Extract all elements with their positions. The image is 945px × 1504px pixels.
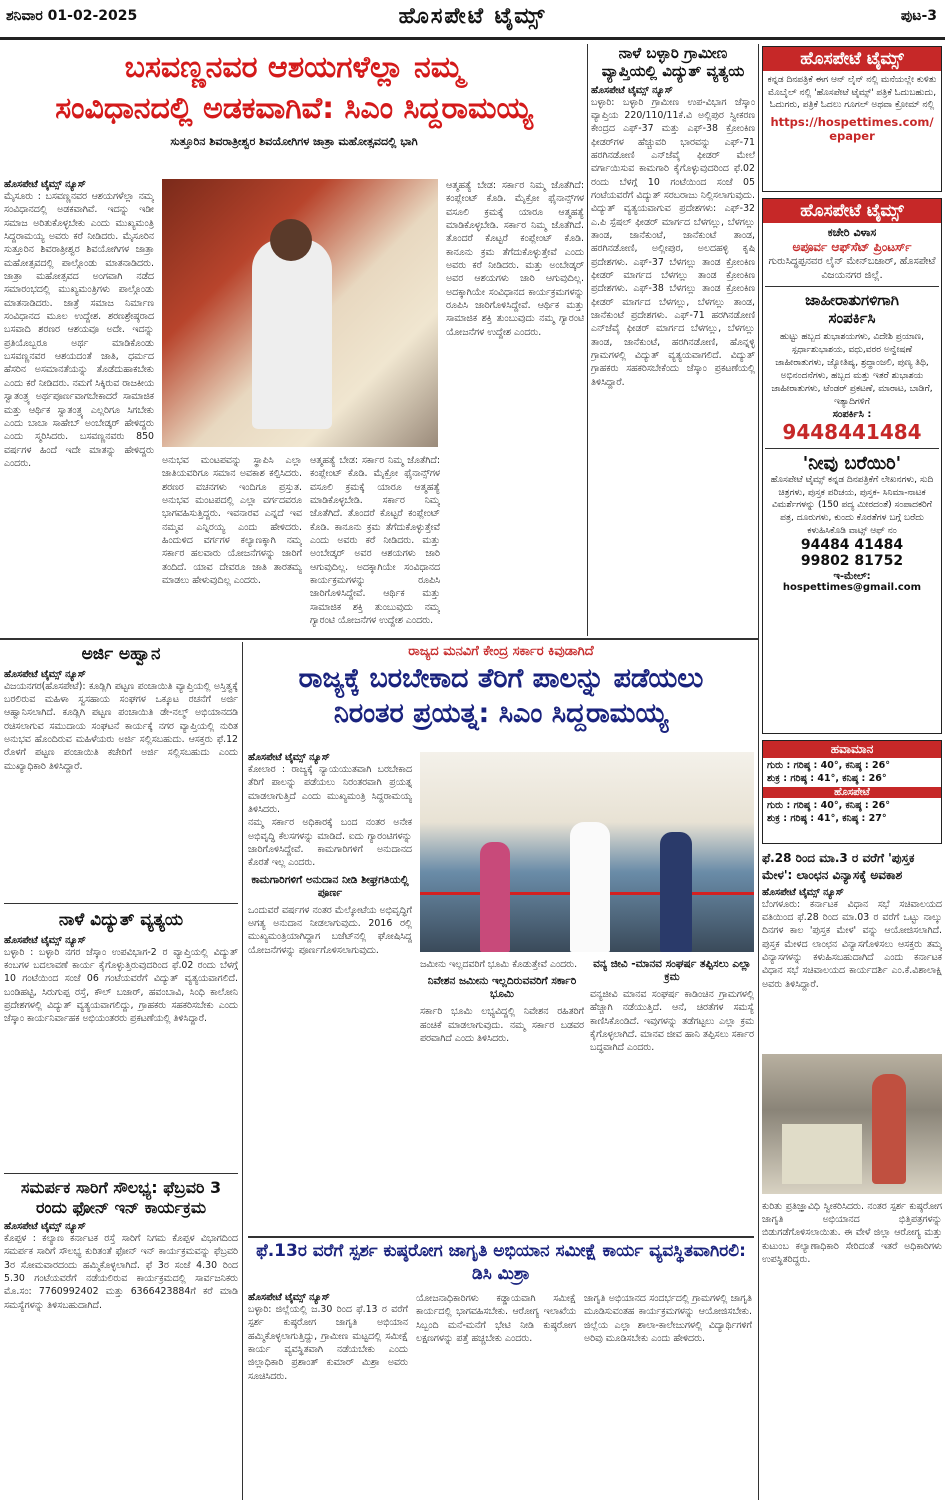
center-text-5: ಒಂದುವರೆ ವರ್ಷಗಳ ನಂತರ ಮೆಲ್ಕೋಟೆಯ ಅಭಿವೃದ್ಧಿಗೆ ಅಗತ್ಯ ಅನುದಾನ ನೀಡಲಾಗುವುದು. 2016 ರಲ್ಲಿ ಮುಖ್ಯಮಂತ್ರಿಯಾಗಿದ್ದಾಗ ಬಜೆಟ್‌ನಲ್ಲಿ ಘೋಷಿಸಿದ್ದ ಯೋಜನೆಗಳನ್ನು ಪೂರ್ಣಗೊಳಿಸಲಾಗುವುದು. [248,904,412,956]
leprosy-story [248,1240,754,1500]
lead-column-1 [4,179,154,634]
press-name: ಅಪೂರ್ವ ಆಫ್‌ಸೆಟ್ ಪ್ರಿಂಟರ್ಸ್ [792,240,912,254]
city-power-headline: ನಾಳೆ ವಿದ್ಯುತ್ ವ್ಯತ್ಯಯ [58,910,184,930]
divider [4,1173,238,1174]
center-text-6: ಸರ್ಕಾರಿ ಭೂಮಿ ಲಭ್ಯವಿದ್ದಲ್ಲಿ ನಿವೇಶನ ರಹಿತರಿಗೆ ಹಂಚಿಕೆ ಮಾಡಲಾಗುವುದು. ನಮ್ಮ ಸರ್ಕಾರ ಬಡವರ ಪರವಾಗಿದೆ ಎಂದು ತಿಳಿಸಿದರು. [420,1006,584,1045]
column-divider [587,44,588,636]
ads-phone[interactable]: 9448441484 [782,420,922,445]
leprosy-text-3: ಜಾಗೃತಿ ಅಭಿಯಾನದ ಸಂದರ್ಭದಲ್ಲಿ ಗ್ರಾಮಗಳಲ್ಲಿ ಜಾಗೃತಿ ಮೂಡಿಸುವಂತಹ ಕಾರ್ಯಕ್ರಮಗಳನ್ನು ಆಯೋಜಿಸಬೇಕು. ಜಿಲ್ಲೆಯ ಎಲ್ಲಾ ಶಾಲಾ-ಕಾಲೇಜುಗಳಲ್ಲಿ ವಿದ್ಯಾರ್ಥಿಗಳಿಗೆ ಅರಿವು ಮೂಡಿಸಬೇಕು ಎಂದು ಹೇಳಿದರು. [584,1293,752,1345]
village-power-story [591,44,755,636]
lead-text-4: ಆತ್ಮಹತ್ಯೆ ಬೇಡ: ಸರ್ಕಾರ ನಿಮ್ಮ ಜೊತೆಗಿದೆ: ಕಂಪ್ಲೇಂಟ್ ಕೊಡಿ. ಮೈಕ್ರೋ ಫೈನಾನ್ಸ್‌ಗಳ ವಸೂಲಿ ಕ್ರಮಕ್ಕೆ ಯಾರೂ ಆತ್ಮಹತ್ಯೆ ಮಾಡಿಕೊಳ್ಳಬೇಡಿ. ಸರ್ಕಾರ ನಿಮ್ಮ ಜೊತೆಗಿದೆ. ತೊಂದರೆ ಕೊಟ್ಟರೆ ಕಂಪ್ಲೇಂಟ್ ಕೊಡಿ. ಕಾನೂನು ಕ್ರಮ ತೆಗೆದುಕೊಳ್ಳುತ್ತೇವೆ ಎಂದು ಅವರು ಕರೆ ನೀಡಿದರು. ಮತ್ತು ಅಂಬೇಡ್ಕರ್ ಅವರ ಆಶಯಗಳು ಜಾರಿ ಆಗುವುದಿಲ್ಲ. ಅದಕ್ಕಾಗಿಯೇ ಸಂವಿಧಾನದ ಕಾರ್ಯಕ್ರಮಗಳನ್ನು ರೂಪಿಸಿ ಜಾರಿಗೊಳಿಸಿದ್ದೇವೆ. ಆರ್ಥಿಕ ಮತ್ತು ಸಾಮಾಜಿಕ ಶಕ್ತಿ ತುಂಬುವುದು ನಮ್ಮ ಗ್ಯಾರಂಟಿ ಯೋಜನೆಗಳ ಉದ್ದೇಶ ಎಂದರು. [446,180,584,338]
lead-column-4 [446,179,584,634]
village-power-text: ಬಳ್ಳಾರಿ: ಬಳ್ಳಾರಿ ಗ್ರಾಮೀಣ ಉಪ-ವಿಭಾಗ ಜೆಸ್ಕಾಂ ವ್ಯಾಪ್ತಿಯ 220/110/11ಕೆ.ವಿ ಅಲ್ಲಿಪುರ ಸ್ವೀಕರಣ ಕೇಂದ್ರದ ಎಫ್-37 ಮತ್ತು ಎಫ್-38 ಕ್ರೋಂಕಿಣ ಫೀಡರ್‌ಗಳ ಹೆಚ್ಚುವರಿ ಭಾರವನ್ನು ಎಫ್-71 ಹರಗಿನಡೋಣಿ ಎನ್‌ಜೆವೈ ಫೀಡರ್ ಮೇಲೆ ವರ್ಗಾಯಿಸುವ ಕಾಮಗಾರಿ ಕೈಗೊಳ್ಳುವುದರಿಂದ ಫೆ.02 ರಂದು ಬೆಳಗ್ಗೆ 10 ಗಂಟೆಯಿಂದ ಸಂಜೆ 05 ಗಂಟೆಯವರೆಗೆ ವಿದ್ಯುತ್ ಸರಬರಾಜು ನಿಲ್ಲಿಸಲಾಗುವುದು. ವಿದ್ಯುತ್ ವ್ಯತ್ಯಯವಾಗುವ ಪ್ರದೇಶಗಳು: ಎಫ್-32 ಎ.ಪಿ ಸ್ಪೆಷಲ್ ಫೀಡರ್ ಮಾರ್ಗದ ಬೆಳಗಲ್ಲು, ಬೆಳಗಲ್ಲು ತಾಂಡ, ಜಾನೆಕುಂಟೆ, ಜಾನೆಕುಂಟೆ ತಾಂಡ, ಹರಗಿನಡೋಣಿ, ಅಲ್ಲೀಪುರ, ಅಲದಹಳ್ಳಿ ಕೃಷಿ ಪ್ರದೇಶಗಳು. ಎಫ್-37 ಬೆಳಗಲ್ಲು ತಾಂಡ ಕ್ರೋಂಕಿಣ ಫೀಡರ್ ಮಾರ್ಗದ ಬೆಳಗಲ್ಲು ತಾಂಡ ಕ್ರೋಂಕಿಣ ಪ್ರದೇಶಗಳು. ಎಫ್-38 ಬೆಳಗಲ್ಲು ತಾಂಡ ಕ್ರೋಂಕಿಣ ಫೀಡರ್ ಮಾರ್ಗದ ಬೆಳಗಲ್ಲು, ಬೆಳಗಲ್ಲು ತಾಂಡ, ಜಾನೆಕುಂಟೆ ಪ್ರದೇಶಗಳು. ಎಫ್-71 ಹರಗಿನಡೋಣಿ ಎನ್‌ಜೆವೈ ಫೀಡರ್ ಮಾರ್ಗದ ಬೆಳಗಲ್ಲು, ಬೆಳಗಲ್ಲು ತಾಂಡ, ಜಾನೆಕುಂಟೆ, ಹರಗಿನಡೋಣಿ, ಹೊನ್ನಳ್ಳಿ ಗ್ರಾಮಗಳಲ್ಲಿ ವಿದ್ಯುತ್ ವ್ಯತ್ಯಯವಾಗಲಿದೆ. ವಿದ್ಯುತ್ ಗ್ರಾಹಕರು ಸಹಕರಿಸಬೇಕೆಂದು ಜೆಸ್ಕಾಂ ಪ್ರಕಟಣೆಯಲ್ಲಿ ತಿಳಿಸಿದ್ದಾರೆ. [591,96,755,388]
center-column-2 [420,958,584,1234]
city-power-text: ಬಳ್ಳಾರಿ : ಬಳ್ಳಾರಿ ನಗರ ಜೆಸ್ಕಾಂ ಉಪವಿಭಾಗ-2 ರ ವ್ಯಾಪ್ತಿಯಲ್ಲಿ ವಿದ್ಯುತ್ ಕಂಬಗಳ ಬದಲಾವಣೆ ಕಾರ್ಯ ಕೈಗೊಳ್ಳುತ್ತಿರುವುದರಿಂದ ಫೆ.02 ರಂದು ಬೆಳಗ್ಗೆ 10 ಗಂಟೆಯಿಂದ ಸಂಜೆ 06 ಗಂಟೆಯವರೆಗೆ ವಿದ್ಯುತ್ ವ್ಯತ್ಯಯವಾಗಲಿದೆ. ಬಂಡಿಹಟ್ಟಿ, ಸಿರುಗುಪ್ಪ ರಸ್ತೆ, ಕೌಲ್ ಬಜಾರ್, ಹವಂಬಾವಿ, ಸಿಂಧಿ ಕಾಲೋನಿ ಪ್ರದೇಶಗಳಲ್ಲಿ ವಿದ್ಯುತ್ ವ್ಯತ್ಯಯವಾಗಲಿದ್ದು, ಗ್ರಾಹಕರು ಸಹಕರಿಸಬೇಕು ಎಂದು ಜೆಸ್ಕಾಂ ಕಾರ್ಯನಿರ್ವಾಹಕ ಅಭಿಯಂತರರು ಪ್ರಕಟಣೆಯಲ್ಲಿ ತಿಳಿಸಿದ್ದಾರೆ. [4,946,238,1025]
city-power-story [4,910,238,1170]
transport-story [4,1178,238,1500]
city-power-credit: ಹೊಸಪೇಟೆ ಟೈಮ್ಸ್ ನ್ಯೂಸ್ [4,934,86,946]
lead-text-1: ಮೈಸೂರು : ಬಸವಣ್ಣನವರ ಆಶಯಗಳೆಲ್ಲಾ ನಮ್ಮ ಸಂವಿಧಾನದಲ್ಲಿ ಅಡಕವಾಗಿವೆ. ಇದನ್ನು ಇಡೀ ಸಮಾಜ ಅರಿತುಕೊಳ್ಳಬೇಕು ಎಂದು ಮುಖ್ಯಮಂತ್ರಿ ಸಿದ್ದರಾಮಯ್ಯ ಅವರು ಕರೆ ನೀಡಿದರು. ಮೈಸೂರಿನ ಸುತ್ತೂರಿನ ಶಿವರಾತ್ರೀಶ್ವರ ಶಿವಯೋಗಿಗಳ ಜಾತ್ರಾ ಮಹೋತ್ಸವದಲ್ಲಿ ಪಾಲ್ಗೊಂಡು ಮಾತನಾಡಿದರು. ಜಾತ್ರಾ ಮಹೋತ್ಸವದ ಅಂಗವಾಗಿ ನಡೆದ ಸಮಾರಂಭದಲ್ಲಿ ಮುಖ್ಯಮಂತ್ರಿಗಳು ಪಾಲ್ಗೊಂಡು ಮಾತನಾಡಿದರು. ಜಾತ್ರೆ ಸಮಾಜ ನಿರ್ಮಾಣ ಸಂವಿಧಾನದ ಮೂಲ ಉದ್ದೇಶ. ಶರಣಶ್ರೇಷ್ಠರಾದ ಬಸವಾದಿ ಶರಣರ ಆಶಯವೂ ಅದೇ. ಇದನ್ನು ಪ್ರತಿಯೊಬ್ಬರೂ ಅರ್ಥ ಮಾಡಿಕೊಂಡು ಬಸವಣ್ಣನವರ ಆಶಯದಂತೆ ಜಾತಿ, ಧರ್ಮದ ಹೆಸರಿನ ಅಸಮಾನತೆಯನ್ನು ತೊಡೆದುಹಾಕಬೇಕು ಎಂದು ಕರೆ ನೀಡಿದರು. ನಮಗೆ ಸಿಕ್ಕಿರುವ ರಾಜಕೀಯ ಸ್ವಾತಂತ್ರ್ಯ ಅರ್ಥಪೂರ್ಣವಾಗಬೇಕಾದರೆ ಸಾಮಾಜಿಕ ಮತ್ತು ಆರ್ಥಿಕ ಸ್ವಾತಂತ್ರ್ಯ ಎಲ್ಲರಿಗೂ ಸಿಗಬೇಕು ಎಂದು ಬಾಬಾ ಸಾಹೇಬ್ ಅಂಬೇಡ್ಕರ್ ಹೇಳಿದ್ದರು ಎಂದು ಸ್ಮರಿಸಿದರು. ಬಸವಣ್ಣನವರು 850 ವರ್ಷಗಳ ಹಿಂದೆ ಇದೇ ಮಾತನ್ನು ಹೇಳಿದ್ದರು ಎಂದರು. [4,191,154,469]
lead-headline-line1: ಬಸವಣ್ಣನವರ ಆಶಯಗಳೆಲ್ಲಾ ನಮ್ಮ [124,50,464,85]
lead-subheadline: ಸುತ್ತೂರಿನ ಶಿವರಾತ್ರೀಶ್ವರ ಶಿವಯೋಗಿಗಳ ಜಾತ್ರಾ ಮಹೋತ್ಸವದಲ್ಲಿ ಭಾಗಿ [170,135,418,149]
weather-title: ಹವಾಮಾನ [763,741,941,758]
leprosy-text-2: ಯೋಜನಾಧಿಕಾರಿಗಳು ಕಡ್ಡಾಯವಾಗಿ ಸಮೀಕ್ಷೆ ಕಾರ್ಯದಲ್ಲಿ ಭಾಗವಹಿಸಬೇಕು. ಆರೋಗ್ಯ ಇಲಾಖೆಯ ಸಿಬ್ಬಂದಿ ಮನೆ-ಮನೆಗೆ ಭೇಟಿ ನೀಡಿ ಕುಷ್ಠರೋಗ ಲಕ್ಷಣಗಳನ್ನು ಪತ್ತೆ ಹಚ್ಚಬೇಕು ಎಂದರು. [416,1293,576,1345]
ribbon-cutting-photo [420,752,754,952]
applications-story [4,644,238,900]
office-ad [762,198,942,734]
write-phone-1[interactable]: 94484 41484 [800,537,904,554]
lead-headline-line2: ಸಂವಿಧಾನದಲ್ಲಿ ಅಡಕವಾಗಿವೆ: ಸಿಎಂ ಸಿದ್ದರಾಮಯ್ಯ [55,90,533,126]
weather-row: ಗುರು : ಗರಿಷ್ಠ : 40°, ಕನಿಷ್ಠ : 26° [767,800,890,811]
weather-row: ಗುರು : ಗರಿಷ್ಠ : 40°, ಕನಿಷ್ಠ : 26° [767,760,890,771]
transport-credit: ಹೊಸಪೇಟೆ ಟೈಮ್ಸ್ ನ್ಯೂಸ್ [4,1221,86,1233]
write-title: 'ನೀವು ಬರೆಯಿರಿ' [802,453,902,475]
book-fair-photo [762,1054,942,1194]
lead-column-3a [310,454,440,634]
book-fair-credit: ಹೊಸಪೇಟೆ ಟೈಮ್ಸ್ ನ್ಯೂಸ್ [762,886,844,898]
village-power-credit: ಹೊಸಪೇಟೆ ಟೈಮ್ಸ್ ನ್ಯೂಸ್ [591,84,673,96]
transport-headline: ಸಮರ್ಪಕ ಸಾರಿಗೆ ಸೌಲಭ್ಯ: ಫೆಬ್ರವರಿ 3 ರಂದು ಫೋನ್ ಇನ್ ಕಾರ್ಯಕ್ರಮ [20,1178,222,1217]
leprosy-column-1 [248,1292,408,1500]
center-headline-line1: ರಾಜ್ಯಕ್ಕೆ ಬರಬೇಕಾದ ತೆರಿಗೆ ಪಾಲನ್ನು ಪಡೆಯಲು [298,663,704,694]
center-kicker: ರಾಜ್ಯದ ಮನವಿಗೆ ಕೇಂದ್ರ ಸರ್ಕಾರ ಕಿವುಡಾಗಿದೆ [408,644,594,659]
office-ad-title: ಹೊಸಪೇಟೆ ಟೈಮ್ಸ್ [763,199,941,223]
epaper-ad-title: ಹೊಸಪೇಟೆ ಟೈಮ್ಸ್ [763,47,941,71]
lead-story [4,44,584,636]
masthead: ಹೊಸಪೇಟೆ ಟೈಮ್ಸ್ [398,4,547,29]
center-headline-line2: ನಿರಂತರ ಪ್ರಯತ್ನ: ಸಿಎಂ ಸಿದ್ದರಾಮಯ್ಯ [333,697,669,729]
page-header [0,0,945,40]
center-credit: ಹೊಸಪೇಟೆ ಟೈಮ್ಸ್ ನ್ಯೂಸ್ [248,752,330,763]
weather-city: ಹೊಸಪೇಟೆ [763,787,941,798]
applications-text: ವಿಜಯನಗರ(ಹೊಸಪೇಟೆ): ಕೂಡ್ಲಿಗಿ ಪಟ್ಟಣ ಪಂಚಾಯಿತಿ ವ್ಯಾಪ್ತಿಯಲ್ಲಿ ಅಸ್ತಿತ್ವಕ್ಕೆ ಬರಲಿರುವ ಮಹಿಳಾ ಸ್ವಸಹಾಯ ಸಂಘಗಳ ಒಕ್ಕೂಟ ರಚನೆಗೆ ಅರ್ಜಿ ಆಹ್ವಾನಿಸಲಾಗಿದೆ. ಕೂಡ್ಲಿಗಿ ಪಟ್ಟಣ ಪಂಚಾಯಿತಿ ಡೇ-ನಲ್ಮ್ ಅಭಿಯಾನದಡಿ ರಚಿಸಲಾಗುವ ಸಮುದಾಯ ಸಂಘಟನೆ ಕಾರ್ಯಕ್ಕೆ ನಗರ ವ್ಯಾಪ್ತಿಯಲ್ಲಿ ನುರಿತ ಅನುಭವ ಹೊಂದಿರುವ ಮಹಿಳೆಯರು ಅರ್ಜಿ ಸಲ್ಲಿಸಬಹುದು. ಆಸಕ್ತರು ಫೆ.12 ರೊಳಗೆ ಪಟ್ಟಣ ಪಂಚಾಯಿತಿ ಕಚೇರಿಗೆ ಅರ್ಜಿ ಸಲ್ಲಿಸಬಹುದು ಎಂದು ಮುಖ್ಯಾಧಿಕಾರಿ ತಿಳಿಸಿದ್ದಾರೆ. [4,680,238,772]
lead-text-2: ಅನುಭವ ಮಂಟಪವನ್ನು ಸ್ಥಾಪಿಸಿ ಎಲ್ಲಾ ಜಾತಿಯವರಿಗೂ ಸಮಾನ ಅವಕಾಶ ಕಲ್ಪಿಸಿದರು. ಶರಣರ ವಚನಗಳು ಇಂದಿಗೂ ಪ್ರಸ್ತುತ. ಅನುಭವ ಮಂಟಪದಲ್ಲಿ ಎಲ್ಲಾ ವರ್ಗದವರೂ ಭಾಗವಹಿಸುತ್ತಿದ್ದರು. ಇವನಾರವ ಎನ್ನದೆ ಇವ ನಮ್ಮವ ಎನ್ನಿರಯ್ಯ ಎಂದು ಹೇಳಿದರು. ಹಿಂದುಳಿದ ವರ್ಗಗಳ ಕಲ್ಯಾಣಕ್ಕಾಗಿ ನಮ್ಮ ಸರ್ಕಾರ ಹಲವಾರು ಯೋಜನೆಗಳನ್ನು ಜಾರಿಗೆ ತಂದಿದೆ. ಯಾವ ದೇವರೂ ಜಾತಿ ತಾರತಮ್ಯ ಮಾಡಲು ಹೇಳುವುದಿಲ್ಲ ಎಂದರು. [162,455,302,587]
email[interactable]: ಇ-ಮೇಲ್: hospettimes@gmail.com [782,571,922,594]
epaper-url[interactable]: https://hospettimes.com/ [770,114,934,129]
lead-column-2 [162,454,302,634]
issue-date: ಶನಿವಾರ 01-02-2025 [6,8,138,24]
column-divider [758,44,759,1500]
center-text-3: ವನ್ಯಜೀವಿ ಮಾನವ ಸಂಘರ್ಷ ಕಾಡಿಂಚಿನ ಗ್ರಾಮಗಳಲ್ಲಿ ಹೆಚ್ಚಾಗಿ ನಡೆಯುತ್ತಿದೆ. ಆನೆ, ಚಿರತೆಗಳ ಸಮಸ್ಯೆ ಕಾಣಿಸಿಕೊಂಡಿದೆ. ಇವುಗಳನ್ನು ತಡೆಗಟ್ಟಲು ಎಲ್ಲಾ ಕ್ರಮ ಕೈಗೊಳ್ಳಲಾಗಿದೆ. ಮಾನವ ಜೀವ ಹಾನಿ ತಪ್ಪಿಸಲು ಸರ್ಕಾರ ಬದ್ಧವಾಗಿದೆ ಎಂದರು. [590,989,754,1054]
section-divider [0,638,758,640]
leprosy-text-continued: ಕುರಿತು ಪ್ರತಿಜ್ಞಾವಿಧಿ ಸ್ವೀಕರಿಸಿದರು. ನಂತರ ಸ್ಪರ್ಶ ಕುಷ್ಠರೋಗ ಜಾಗೃತಿ ಅಭಿಯಾನದ ಭಿತ್ತಿಪತ್ರಗಳನ್ನು ಬಿಡುಗಡೆಗೊಳಿಸಲಾಯಿತು. ಈ ವೇಳೆ ಜಿಲ್ಲಾ ಆರೋಗ್ಯ ಮತ್ತು ಕುಟುಂಬ ಕಲ್ಯಾಣಾಧಿಕಾರಿ ಸೇರಿದಂತೆ ಇತರೆ ಅಧಿಕಾರಿಗಳು ಉಪಸ್ಥಿತರಿದ್ದರು. [762,1200,942,1265]
office-label: ಕಚೇರಿ ವಿಳಾಸ [827,226,877,239]
book-fair-headline: ಫೆ.28 ರಿಂದ ಮಾ.3 ರ ವರೆಗೆ 'ಪುಸ್ತಕ ಮೇಳ': ಲಾಂಛನ ವಿನ್ಯಾಸಕ್ಕೆ ಅವಕಾಶ [762,851,915,882]
write-phone-2[interactable]: 99802 81752 [800,553,904,570]
cm-speech-photo [162,179,438,447]
column-divider [242,642,243,1500]
ads-contact-label: ಸಂಪರ್ಕಿಸಿ : [832,409,872,421]
book-fair-text: ಬೆಂಗಳೂರು: ಕರ್ನಾಟಕ ವಿಧಾನ ಸಭೆ ಸಚಿವಾಲಯದ ವತಿಯಿಂದ ಫೆ.28 ರಿಂದ ಮಾ.03 ರ ವರೆಗೆ ಒಟ್ಟು ನಾಲ್ಕು ದಿನಗಳ ಕಾಲ 'ಪುಸ್ತಕ ಮೇಳ' ವನ್ನು ಆಯೋಜಿಸಲಾಗಿದೆ. ಪುಸ್ತಕ ಮೇಳದ ಲಾಂಛನ ವಿನ್ಯಾಸಗೊಳಿಸಲು ಆಸಕ್ತರು ತಮ್ಮ ವಿನ್ಯಾಸಗಳನ್ನು ಕಳುಹಿಸಬಹುದಾಗಿದೆ ಎಂದು ಕರ್ನಾಟಕ ವಿಧಾನ ಸಭೆ ಸಚಿವಾಲಯದ ಕಾರ್ಯದರ್ಶಿ ಎಂ.ಕೆ.ವಿಶಾಲಾಕ್ಷಿ ಅವರು ತಿಳಿಸಿದ್ದಾರೆ. [762,898,942,990]
epaper-ad-text: ಕನ್ನಡ ದಿನಪತ್ರಿಕೆ ಈಗ ಆನ್ ಲೈನ್ ನಲ್ಲಿ ಮನೆಯಲ್ಲೇ ಕುಳಿತು ಮೊಬೈಲ್ ನಲ್ಲಿ 'ಹೊಸಪೇಟೆ ಟೈಮ್ಸ್' ಪತ್ರಿಕೆ ಓದುಬಹುದು, ಓದುಗರು, ಪತ್ರಿಕೆ ಓದಲು ಗೂಗಲ್ ಅಥವಾ ಕ್ರೋಮ್ ನಲ್ಲಿ [767,75,937,111]
center-text-1: ಕೋಲಾರ : ರಾಜ್ಯಕ್ಕೆ ನ್ಯಾಯಯುತವಾಗಿ ಬರಬೇಕಾದ ತೆರಿಗೆ ಪಾಲನ್ನು ಪಡೆಯಲು ನಿರಂತರವಾಗಿ ಪ್ರಯತ್ನ ಮಾಡಲಾಗುತ್ತಿದೆ ಎಂದು ಮುಖ್ಯಮಂತ್ರಿ ಸಿದ್ದರಾಮಯ್ಯ ತಿಳಿಸಿದರು. [248,764,412,816]
center-text-2: ಜಮೀನು ಇಲ್ಲದವರಿಗೆ ಭೂಮಿ ಕೊಡುತ್ತೇವೆ ಎಂದರು. [420,959,578,970]
lead-credit: ಹೊಸಪೇಟೆ ಟೈಮ್ಸ್ ನ್ಯೂಸ್ [4,179,86,190]
epaper-url-path[interactable]: epaper [829,128,875,143]
write-text: ಹೊಸಪೇಟೆ ಟೈಮ್ಸ್ ಕನ್ನಡ ದಿನಪತ್ರಿಕೆಗೆ ಲೇಖನಗಳು, ಸುದಿ ಚಿತ್ರಗಳು, ಪುಸ್ತಕ ಪರಿಚಯ, ಪುಸ್ತಕ- ಸಿನಿಮಾ-ನಾಟಕ ವಿಮರ್ಶೆಗಳನ್ನು (150 ಪದ್ಯ ಮೀರದಂತೆ) ಸಂಪಾದಕರಿಗೆ ಪತ್ರ, ದೂರುಗಳು, ಕುಂದು ಕೊರತೆಗಳ ಬಗ್ಗೆ ಬರೆದು ಕಳುಹಿಸಿಕೊಡಿ ವಾಟ್ಸ್ ಆಫ್ ನಂ [770,475,934,536]
divider [4,903,238,904]
leprosy-headline: ಫೆ.13ರ ವರೆಗೆ ಸ್ಪರ್ಶ ಕುಷ್ಠರೋಗ ಜಾಗೃತಿ ಅಭಿಯಾನ ಸಮೀಕ್ಷೆ ಕಾರ್ಯ ವ್ಯವಸ್ಥಿತವಾಗಿರಲಿ: ಡಿಸಿ ಮಿಶ್ರಾ [256,1241,746,1284]
page-number: ಪುಟ-3 [900,8,937,24]
center-column-1 [248,752,412,1232]
applications-headline: ಅರ್ಜಿ ಅಹ್ವಾನ [81,644,161,664]
ads-list: ಹುಟ್ಟು ಹಬ್ಬದ ಶುಭಾಶಯಗಳು, ವಿದೇಶಿ ಪ್ರಯಾಣ, ಸ್ಪರ್ಧಾಶುಭಾಶಯ, ವಧು,ವರರ ಅನ್ವೇಷಣೆ ಜಾಹೀರಾತುಗಳು, ಜ್ಯೋತಿಷ್ಯ, ಶ್ರದ್ಧಾಂಜಲಿ, ಪುಣ್ಯ ತಿಥಿ, ಅಭಿನಂದನೆಗಳು, ಹಬ್ಬದ ಮತ್ತು ಇತರೆ ಶುಭಾಶಯ ಜಾಹೀರಾತುಗಳು, ಟೆಂಡರ್ ಪ್ರಕಟಣೆ, ಮಾರಾಟ, ಬಾಡಿಗೆ, ಇತ್ಯಾದಿಗಳಿಗೆ [771,332,933,408]
weather-row: ಶುಕ್ರ : ಗರಿಷ್ಠ : 41°, ಕನಿಷ್ಠ : 26° [767,773,887,784]
book-fair-story [762,850,942,1500]
ads-title: ಜಾಹೀರಾತುಗಳಿಗಾಗಿ [805,291,899,309]
center-subhead-1: ವನ್ಯ ಜೀವಿ -ಮಾನವ ಸಂಘರ್ಷ ತಪ್ಪಿಸಲು ಎಲ್ಲಾ ಕ್ರಮ [593,958,751,983]
epaper-ad [762,46,942,192]
leprosy-text-1: ಬಳ್ಳಾರಿ: ಜಿಲ್ಲೆಯಲ್ಲಿ ಜ.30 ರಿಂದ ಫೆ.13 ರ ವರೆಗೆ ಸ್ಪರ್ಶ ಕುಷ್ಠರೋಗ ಜಾಗೃತಿ ಅಭಿಯಾನ ಹಮ್ಮಿಕೊಳ್ಳಲಾಗುತ್ತಿದ್ದು, ಗ್ರಾಮೀಣ ಮಟ್ಟದಲ್ಲಿ ಸಮೀಕ್ಷೆ ಕಾರ್ಯ ವ್ಯವಸ್ಥಿತವಾಗಿ ನಡೆಯಬೇಕು ಎಂದು ಜಿಲ್ಲಾಧಿಕಾರಿ ಪ್ರಶಾಂತ್ ಕುಮಾರ್ ಮಿಶ್ರಾ ಅವರು ಸೂಚಿಸಿದರು. [248,1304,408,1382]
ads-contact-title: ಸಂಪರ್ಕಿಸಿ [828,309,876,327]
leprosy-column-2 [416,1292,576,1500]
weather-row: ಶುಕ್ರ : ಗರಿಷ್ಠ : 41°, ಕನಿಷ್ಠ : 27° [767,813,887,824]
leprosy-column-3 [584,1292,752,1500]
center-subhead-3: ನಿವೇಶನ ಜಮೀನು ಇಲ್ಲದಿರುವವರಿಗೆ ಸರ್ಕಾರಿ ಭೂಮಿ [427,975,577,1001]
center-text-4: ನಮ್ಮ ಸರ್ಕಾರ ಅಧಿಕಾರಕ್ಕೆ ಬಂದ ನಂತರ ಅನೇಕ ಅಭಿವೃದ್ಧಿ ಕೆಲಸಗಳನ್ನು ಮಾಡಿದೆ. ಐದು ಗ್ಯಾರಂಟಿಗಳನ್ನು ಜಾರಿಗೊಳಿಸಿದ್ದೇವೆ. ಕಾಮಗಾರಿಗಳಿಗೆ ಅನುದಾನದ ಕೊರತೆ ಇಲ್ಲ ಎಂದರು. [248,817,412,869]
center-column-3 [590,958,754,1234]
office-address: ಗುರುಸಿದ್ಧಪ್ಪನವರ ಲೈನ್ ಮೇನ್‌ಬಜಾರ್, ಹೊಸಪೇಟೆ ವಿಜಯನಗರ ಜಿಲ್ಲೆ. [768,256,936,281]
village-power-headline: ನಾಳೆ ಬಳ್ಳಾರಿ ಗ್ರಾಮೀಣ ವ್ಯಾಪ್ತಿಯಲ್ಲಿ ವಿದ್ಯುತ್ ವ್ಯತ್ಯಯ [601,44,745,81]
center-subhead-2: ಕಾಮಗಾರಿಗಳಿಗೆ ಅನುದಾನ ನೀಡಿ ಶೀಘ್ರಗತಿಯಲ್ಲಿ ಪೂರ್ಣ [251,873,409,899]
lead-text-3: ಆತ್ಮಹತ್ಯೆ ಬೇಡ: ಸರ್ಕಾರ ನಿಮ್ಮ ಜೊತೆಗಿದೆ: ಕಂಪ್ಲೇಂಟ್ ಕೊಡಿ. ಮೈಕ್ರೋ ಫೈನಾನ್ಸ್‌ಗಳ ವಸೂಲಿ ಕ್ರಮಕ್ಕೆ ಯಾರೂ ಆತ್ಮಹತ್ಯೆ ಮಾಡಿಕೊಳ್ಳಬೇಡಿ. ಸರ್ಕಾರ ನಿಮ್ಮ ಜೊತೆಗಿದೆ. ತೊಂದರೆ ಕೊಟ್ಟರೆ ಕಂಪ್ಲೇಂಟ್ ಕೊಡಿ. ಕಾನೂನು ಕ್ರಮ ತೆಗೆದುಕೊಳ್ಳುತ್ತೇವೆ ಎಂದು ಅವರು ಕರೆ ನೀಡಿದರು. ಮತ್ತು ಅಂಬೇಡ್ಕರ್ ಅವರ ಆಶಯಗಳು ಜಾರಿ ಆಗುವುದಿಲ್ಲ. ಅದಕ್ಕಾಗಿಯೇ ಸಂವಿಧಾನದ ಕಾರ್ಯಕ್ರಮಗಳನ್ನು ರೂಪಿಸಿ ಜಾರಿಗೊಳಿಸಿದ್ದೇವೆ. ಆರ್ಥಿಕ ಮತ್ತು ಸಾಮಾಜಿಕ ಶಕ್ತಿ ತುಂಬುವುದು ನಮ್ಮ ಗ್ಯಾರಂಟಿ ಯೋಜನೆಗಳ ಉದ್ದೇಶ ಎಂದರು. [310,455,440,627]
transport-text: ಕೊಪ್ಪಳ : ಕಲ್ಯಾಣ ಕರ್ನಾಟಕ ರಸ್ತೆ ಸಾರಿಗೆ ನಿಗಮ ಕೊಪ್ಪಳ ವಿಭಾಗದಿಂದ ಸಮರ್ಪಕ ಸಾರಿಗೆ ಸೌಲಭ್ಯ ಕುರಿತಂತೆ ಫೋನ್ ಇನ್ ಕಾರ್ಯಕ್ರಮವನ್ನು ಫೆಬ್ರವರಿ 3ರ ಸೋಮವಾರದಂದು ಹಮ್ಮಿಕೊಳ್ಳಲಾಗಿದೆ. ಫೆ 3ರ ಸಂಜೆ 4.30 ರಿಂದ 5.30 ಗಂಟೆಯವರೆಗೆ ನಡೆಯಲಿರುವ ಕಾರ್ಯಕ್ರಮದಲ್ಲಿ ಸಾರ್ವಜನಿಕರು ಮೊ.ಸಂ: 7760992402 ಮತ್ತು 6366423884ಗೆ ಕರೆ ಮಾಡಿ ಸಮಸ್ಯೆಗಳನ್ನು ತಿಳಿಸಬಹುದಾಗಿದೆ. [4,1233,238,1311]
weather-box [762,740,942,844]
section-divider [248,1236,754,1238]
leprosy-credit: ಹೊಸಪೇಟೆ ಟೈಮ್ಸ್ ನ್ಯೂಸ್ [248,1292,330,1303]
applications-credit: ಹೊಸಪೇಟೆ ಟೈಮ್ಸ್ ನ್ಯೂಸ್ [4,668,86,680]
center-story [248,644,754,1234]
